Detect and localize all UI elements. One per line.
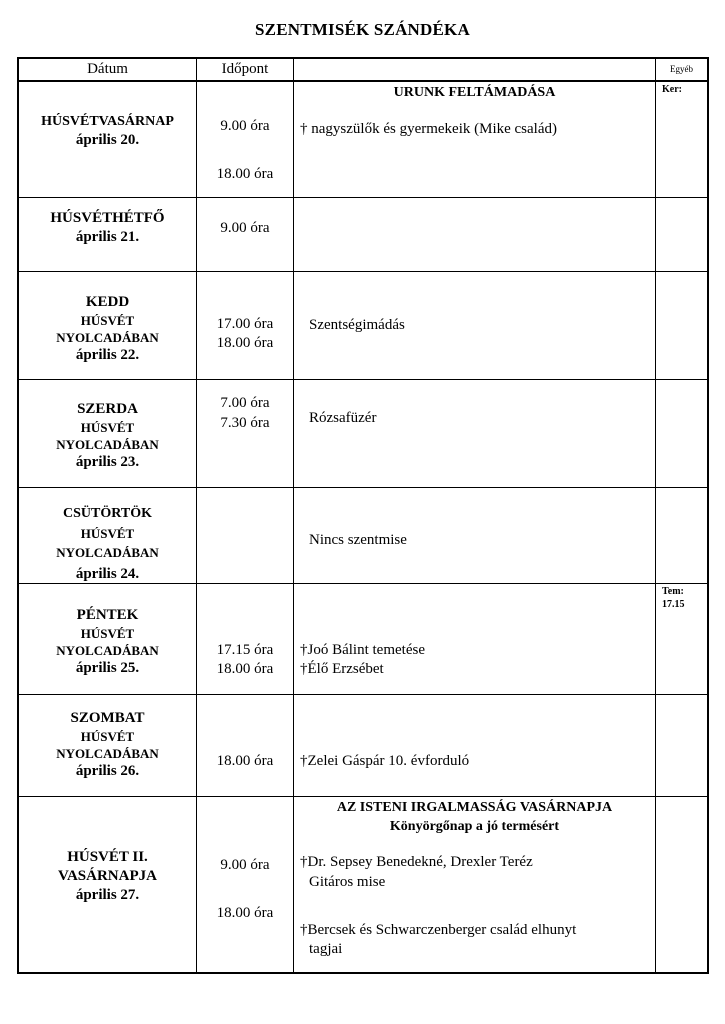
intent-text: † nagyszülők és gyermekeik (Mike család) [300,121,557,137]
day-subtitle: HÚSVÉT [80,626,135,641]
row-time: 17.15 óra [216,642,274,658]
row-date [19,209,196,247]
intent-heading: AZ ISTENI IRGALMASSÁG VASÁRNAPJA [336,800,613,815]
intent-text: tagjai [309,941,343,957]
day-date: április 26. [75,763,140,779]
row-divider [17,271,709,272]
day-name: HÚSVÉTHÉTFŐ [50,210,165,226]
row-time: 18.00 óra [216,905,274,921]
page-title: SZENTMISÉK SZÁNDÉKA [255,20,470,39]
day-subtitle: NYOLCADÁBAN [56,437,159,452]
intent-subheading: Könyörgőnap a jó termésért [389,819,560,834]
table-border-bottom [17,972,709,974]
row-divider [17,197,709,198]
other-note [662,585,706,611]
row-time: 9.00 óra [220,118,270,134]
row-time: 9.00 óra [220,857,270,873]
row-time: 18.00 óra [216,335,274,351]
other-note-label: Tem: [662,586,684,597]
column-divider [196,57,197,974]
day-date: április 20. [75,132,140,148]
row-divider [17,796,709,797]
intent-text: Rózsafüzér [309,410,377,426]
row-divider [17,80,709,82]
row-time: 9.00 óra [220,220,270,236]
row-date [19,709,196,781]
intent-text: †Élő Erzsébet [300,661,384,677]
intent-heading: URUNK FELTÁMADÁSA [393,85,556,100]
row-time: 18.00 óra [216,661,274,677]
header-date: Dátum [87,61,128,77]
row-time: 7.00 óra [220,395,270,411]
day-subtitle: NYOLCADÁBAN [56,545,159,560]
row-date [19,293,196,365]
day-name: CSÜTÖRTÖK [63,506,152,521]
other-note-time: 17.15 [662,599,685,610]
column-divider [293,57,294,974]
row-date [19,400,196,472]
day-name: HÚSVÉT II. [67,849,148,865]
intent-text: †Joó Bálint temetése [300,642,425,658]
table-border-right [707,57,709,974]
row-divider [17,379,709,380]
day-date: április 25. [75,660,140,676]
day-subtitle: HÚSVÉT [80,729,135,744]
day-date: április 24. [75,566,140,582]
column-divider [655,57,656,974]
intent-text: †Zelei Gáspár 10. évforduló [300,753,470,769]
day-subtitle: HÚSVÉT [80,313,135,328]
day-date: április 27. [75,887,140,903]
intent-text: Nincs szentmise [309,532,407,548]
mass-intentions-table [17,57,709,974]
row-divider [17,694,709,695]
day-name: SZOMBAT [70,710,145,726]
day-name: PÉNTEK [76,607,139,623]
day-subtitle: HÚSVÉT [80,526,135,541]
row-date [19,112,196,150]
intent-text: Gitáros mise [309,874,386,890]
row-time: 18.00 óra [216,166,274,182]
table-border-top [17,57,709,59]
day-name: VASÁRNAPJA [58,868,157,884]
day-date: április 22. [75,347,140,363]
day-name: HÚSVÉTVASÁRNAP [41,114,174,129]
intent-text: †Dr. Sepsey Benedekné, Drexler Teréz [300,854,533,870]
day-name: KEDD [85,294,130,310]
header-other: Egyéb [670,64,693,74]
row-time: 17.00 óra [216,316,274,332]
header-time: Időpont [221,61,269,77]
intent-text: †Bercsek és Schwarczenberger család elhunyt [300,922,577,938]
intent-text: Szentségimádás [309,317,405,333]
day-subtitle: NYOLCADÁBAN [56,746,159,761]
day-subtitle: NYOLCADÁBAN [56,330,159,345]
row-date [19,848,196,905]
row-time: 7.30 óra [220,415,270,431]
day-date: április 21. [75,229,140,245]
day-name: SZERDA [77,401,138,417]
row-date [19,504,196,585]
day-date: április 23. [75,454,140,470]
row-date [19,606,196,678]
row-divider [17,487,709,488]
other-note: Ker: [662,84,682,95]
day-subtitle: NYOLCADÁBAN [56,643,159,658]
row-time: 18.00 óra [216,753,274,769]
day-subtitle: HÚSVÉT [80,420,135,435]
